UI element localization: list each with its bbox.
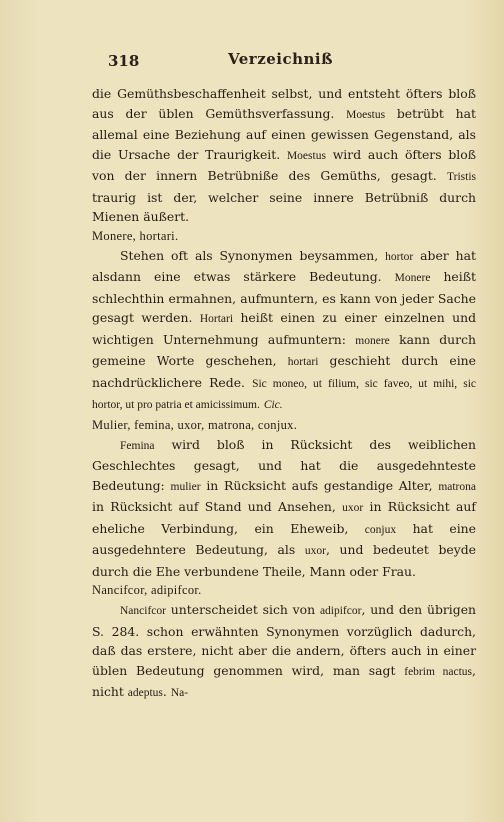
paragraph-monere: Stehen oft als Synonymen beysammen, hortor aber hat alsdann eine etwas stärkere Bedeutung. Monere heißt schlechthin ermahnen, aufmuntern, es kann von jeder Sache gesagt werden. Hortari heißt einen zu einer einzelnen und wichtigen Unternehmung aufmuntern: monere kann durch gemeine Worte geschehen, hortari geschieht durch eine nachdrücklichere Rede. Sic moneo, ut filium, sic faveo, ut mihi, sic hortor, ut pro patria et amicissimum. Cic. — [92, 247, 477, 411]
paragraph-mulier: Femina wird bloß in Rücksicht des weiblichen Geschlechtes gesagt, und hat die ausgedehnteste Bedeutung: mulier in Rücksicht aufs gestandige Alter, matrona in Rücksicht auf Stand und Ansehen, uxor in Rücksicht auf eheliche Verbindung, ein Eheweib, conjux hat eine ausgedehntere Bedeutung, als uxor, und bedeutet beyde durch die Ehe verbundene Theile, Mann oder Frau. — [92, 436, 476, 579]
entry-heading-nancifcor: Nancifcor, adipifcor. — [92, 583, 202, 597]
page-body — [92, 84, 476, 704]
paragraph-nancifcor: Nancifcor unterscheidet sich von adipifcor, und den übrigen S. 284. schon erwähnten Synonymen vorzüglich dadurch, daß das erstere, nicht aber die andern, öfters auch in einer üblen Bedeutung genommen wird, man sagt febrim nactus, nicht adeptus. Na- — [92, 602, 477, 699]
entry-heading-mulier: Mulier, femina, uxor, matrona, conjux. — [92, 417, 298, 432]
entry-heading-monere: Monere, hortari. — [92, 228, 179, 243]
paragraph-moestus: die Gemüthsbeschaffenheit selbst, und entsteht öfters bloß aus der üblen Gemüthsverfassung. Moestus betrübt hat allemal eine Beziehung auf einen gewissen Gegenstand, als die Ursache der Traurigkeit. Moestus wird auch öfters bloß von der innern Betrübniße des Gemüths, gesagt. Tristis traurig ist der, welcher seine innere Betrübniß durch Mienen äußert. — [92, 86, 476, 224]
running-head: Verzeichniß — [228, 50, 334, 68]
page-header — [108, 48, 438, 72]
page-number: 318 — [108, 52, 140, 70]
